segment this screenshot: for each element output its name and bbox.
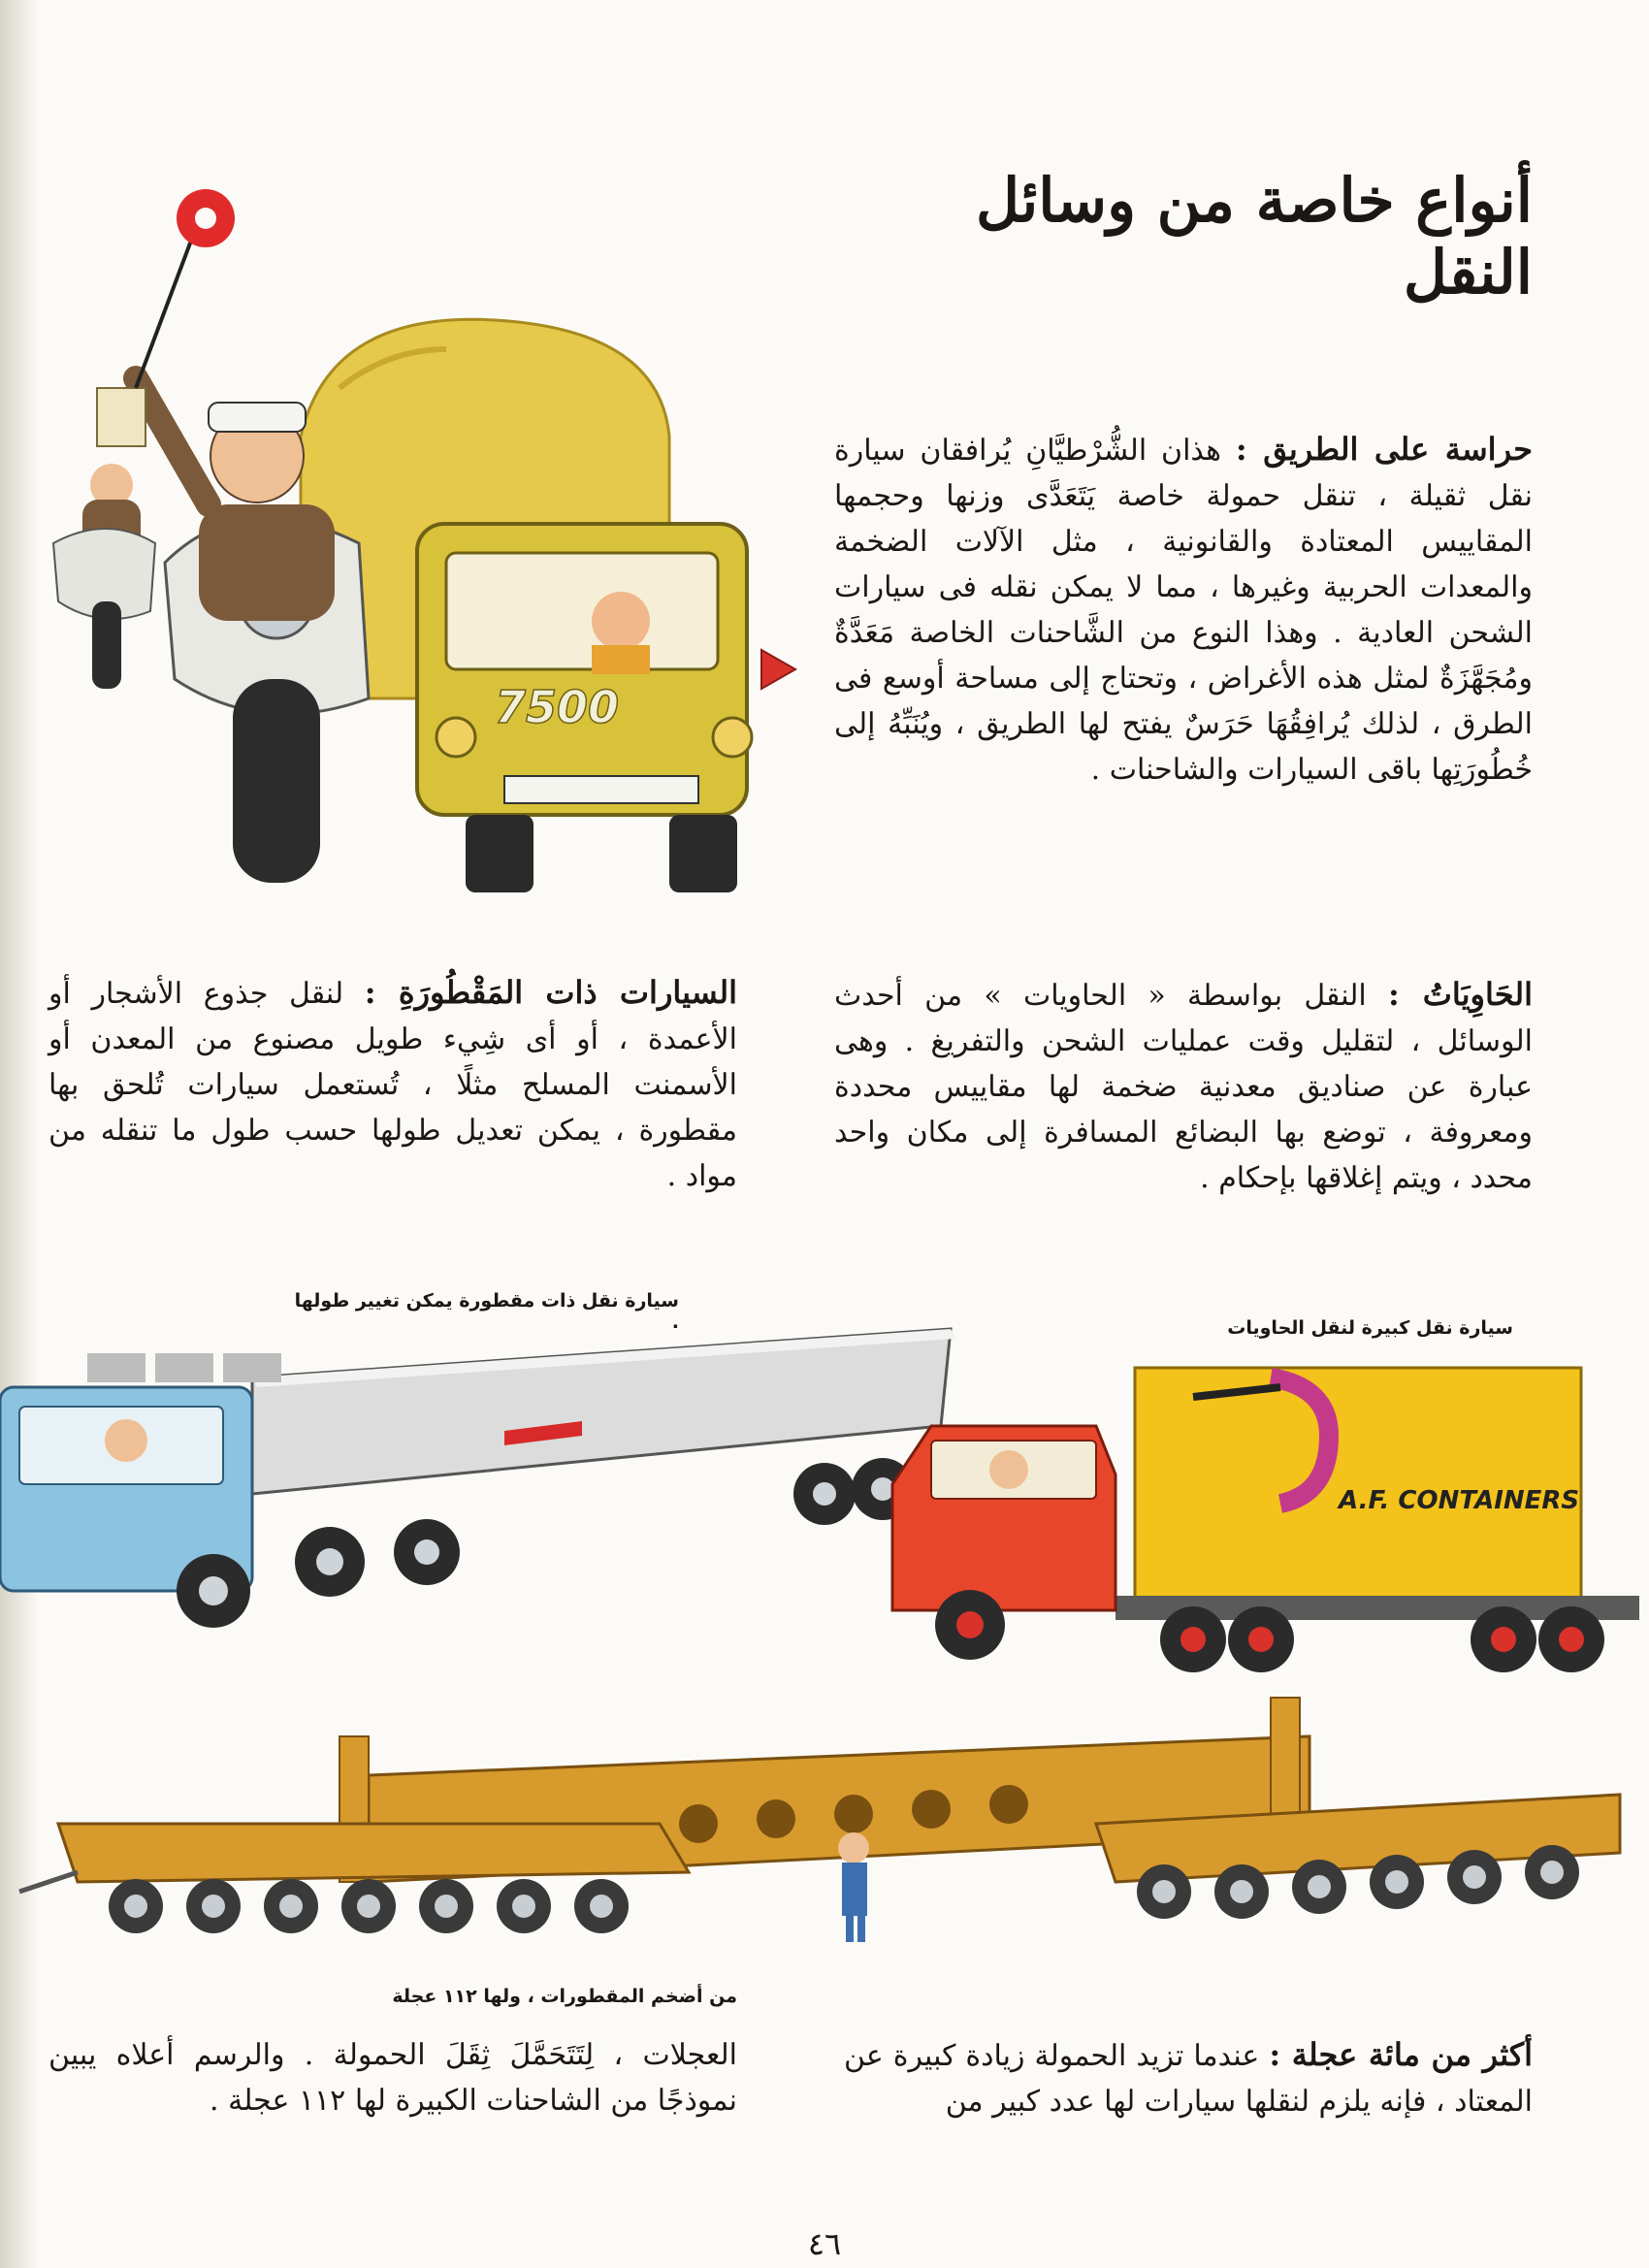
containers-heading: الحَاوِيَاتُ : bbox=[1388, 976, 1534, 1013]
containers-text: النقل بواسطة « الحاويات » من أحدث الوسائل ، لتقليل وقت عمليات الشحن والتفريغ . وهى عبارة عن صناديق معدنية ضخمة لها مقاييس محددة ومعروفة ، توضع بها البضائع المسافرة إلى مكان واحد محدد ، ويتم إغلاقها بإحكام . bbox=[834, 979, 1533, 1195]
container-truck-illustration bbox=[873, 1348, 1639, 1669]
road-guard-text: هذان الشُّرْطيَّانِ يُرافقان سيارة نقل ثقيلة ، تنقل حمولة خاصة يَتَعَدَّى وزنها وحجمها المقاييس المعتادة والقانونية ، مثل الآلات الضخمة والمعدات الحربية وغيرها ، مما لا يمكن نقله فى سيارات الشحن العادية . وهذا النوع من الشَّاحنات الخاصة مَعَدَّةٌ ومُجَهَّزَةٌ لمثل هذه الأغراض ، وتحتاج إلى مساحة أوسع فى الطرق ، لذلك يُرافِقُهَا حَرَسٌ يفتح لها الطريق ، ويُنَبِّهُ إلى خُطُورَتِها باقى السيارات والشاحنات . bbox=[834, 434, 1533, 787]
many-wheels-paragraph bbox=[844, 2032, 1533, 2124]
many-wheels-text-left: العجلات ، لِتَتَحَمَّلَ ثِقَلَ الحمولة . والرسم أعلاه يبين نموذجًا من الشاحنات الكبيرة لها ١١٢ عجلة . bbox=[48, 2038, 737, 2118]
police-escort-illustration bbox=[39, 194, 834, 912]
page-title: أنواع خاصة من وسائل النقل bbox=[976, 165, 1533, 308]
truck-number-text: 7500 bbox=[495, 681, 620, 733]
containers-paragraph bbox=[834, 972, 1533, 1201]
trailers-text: لنقل جذوع الأشجار أو الأعمدة ، أو أى شِيء طويل مصنوع من المعدن أو الأسمنت المسلح مثلًا ، تُستعمل سيارات تُلحق بها مقطورة ، يمكن تعديل طولها حسب طول ما تنقله من مواد . bbox=[48, 977, 737, 1193]
many-wheels-heading: أكثر من مائة عجلة : bbox=[1269, 2036, 1534, 2073]
giant-trailer-caption: من أضخم المقطورات ، ولها ١١٢ عجلة bbox=[392, 1986, 737, 2007]
trailer-truck-caption: سيارة نقل ذات مقطورة يمكن تغيير طولها . bbox=[294, 1290, 679, 1333]
many-wheels-text-right: عندما تزيد الحمولة زيادة كبيرة عن المعتاد ، فإنه يلزم لنقلها سيارات لها عدد كبير من bbox=[844, 2039, 1533, 2119]
page-number: ٤٦ bbox=[807, 2225, 842, 2262]
trailers-heading: السيارات ذات المَقْطُورَةِ : bbox=[364, 974, 737, 1011]
road-guard-paragraph bbox=[834, 427, 1533, 793]
road-guard-heading: حراسة على الطريق : bbox=[1235, 431, 1534, 468]
trailer-truck-illustration bbox=[0, 1319, 970, 1630]
container-truck-caption: سيارة نقل كبيرة لنقل الحاويات bbox=[1227, 1317, 1513, 1339]
giant-trailer-illustration bbox=[19, 1698, 1639, 1989]
many-wheels-continuation bbox=[48, 2032, 737, 2123]
trailers-paragraph bbox=[48, 970, 737, 1199]
container-label-text: A.F. CONTAINERS bbox=[1339, 1486, 1580, 1515]
